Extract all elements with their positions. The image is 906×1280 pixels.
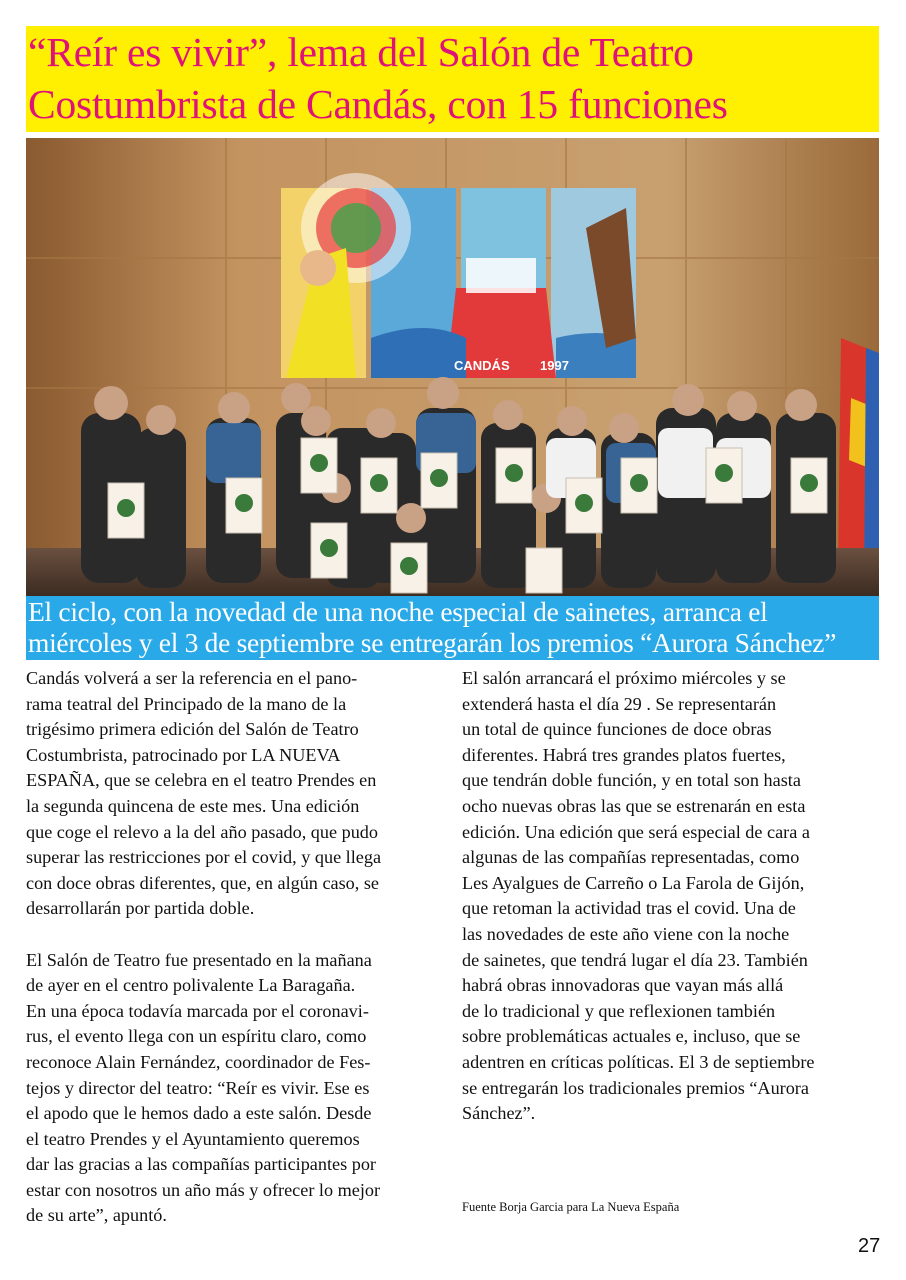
text-line: que coge el relevo a la del año pasado, que pudo [26, 821, 378, 842]
text-line: con doce obras diferentes, que, en algún caso, se [26, 872, 380, 893]
right-paragraph-1 [462, 666, 880, 1127]
text-line: El salón arrancará el próximo miércoles y se [462, 668, 786, 688]
text-line: de lo tradicional y que reflexionen también [462, 1000, 776, 1021]
text-line: Sánchez”. [462, 1103, 536, 1124]
text-line: edición. Una edición que será especial de cara a [462, 821, 810, 842]
left-paragraph-1 [26, 666, 451, 922]
text-line: que retoman la actividad tras el covid. Una de [462, 898, 796, 919]
flags [838, 338, 879, 583]
mural-year: 1997 [540, 358, 569, 373]
text-line: reconoce Alain Fernández, coordinador de Fes- [26, 1051, 371, 1072]
subtitle-line-1: El ciclo, con la novedad de una noche especial de sainetes, arranca el [28, 596, 768, 627]
text-line: de ayer en el centro polivalente La Baragaña. [26, 975, 356, 996]
page-number: 27 [858, 1235, 881, 1257]
text-line: de sainetes, que tendrá lugar el día 23. También [462, 949, 808, 970]
left-paragraph-2 [26, 948, 451, 1230]
headline-line-1: “Reír es vivir”, lema del Salón de Teatro [28, 29, 694, 75]
text-line: dar las gracias a las compañías participantes por [26, 1154, 376, 1175]
text-line: rama teatral del Principado de la mano de la [26, 693, 347, 714]
source-note: Fuente Borja Garcia para La Nueva España [462, 1200, 680, 1214]
left-column [26, 666, 451, 1229]
text-line: diferentes. Habrá tres grandes platos fuertes, [462, 744, 786, 765]
subtitle-banner [26, 596, 879, 660]
text-line: Candás volverá a ser la referencia en el pano- [26, 668, 358, 688]
text-line: trigésimo primera edición del Salón de Teatro [26, 719, 359, 740]
text-line: de su arte”, apuntó. [26, 1205, 167, 1226]
paragraph-gap [26, 922, 451, 948]
text-line: ESPAÑA, que se celebra en el teatro Prendes en [26, 770, 377, 791]
right-column [462, 666, 880, 1127]
text-line: estar con nosotros un año más y ofrecer lo mejor [26, 1179, 381, 1200]
headline-banner [26, 26, 879, 132]
text-line: Les Ayalgues de Carreño o La Farola de Gijón, [462, 872, 805, 893]
text-line: tejos y director del teatro: “Reír es vivir. Ese es [26, 1077, 370, 1098]
text-line: un total de quince funciones de doce obras [462, 719, 772, 740]
text-line: sobre problemáticas actuales e, incluso, que se [462, 1026, 801, 1047]
text-line: la segunda quincena de este mes. Una edición [26, 795, 360, 816]
text-line: se entregarán los tradicionales premios “Aurora [462, 1077, 809, 1098]
text-line: superar las restricciones por el covid, y que llega [26, 847, 382, 868]
text-line: que tendrán doble función, y en total son hasta [462, 770, 801, 791]
subtitle-line-2: miércoles y el 3 de septiembre se entregarán los premios “Aurora Sánchez” [28, 627, 837, 658]
text-line: extenderá hasta el día 29 . Se representarán [462, 693, 777, 714]
text-line: adentren en críticas políticas. El 3 de septiembre [462, 1051, 815, 1072]
text-line: El Salón de Teatro fue presentado en la mañana [26, 949, 372, 970]
text-line: En una época todavía marcada por el coronavi- [26, 1000, 369, 1021]
text-line: rus, el evento llega con un espíritu claro, como [26, 1026, 367, 1047]
group-photo-illustration [26, 138, 879, 598]
text-line: el apodo que le hemos dado a este salón. Desde [26, 1103, 372, 1124]
mural-text: CANDÁS [454, 358, 510, 373]
headline-line-2: Costumbrista de Candás, con 15 funciones [28, 81, 728, 127]
text-line: desarrollarán por partida doble. [26, 898, 255, 919]
group-photo [26, 138, 879, 598]
text-line: algunas de las compañías representadas, como [462, 847, 800, 868]
text-line: Costumbrista, patrocinado por LA NUEVA [26, 744, 341, 765]
text-line: las novedades de este año viene con la noche [462, 923, 790, 944]
text-line: ocho nuevas obras las que se estrenarán en esta [462, 795, 806, 816]
text-line: el teatro Prendes y el Ayuntamiento queremos [26, 1128, 360, 1149]
text-line: habrá obras innovadoras que vayan más allá [462, 975, 784, 996]
